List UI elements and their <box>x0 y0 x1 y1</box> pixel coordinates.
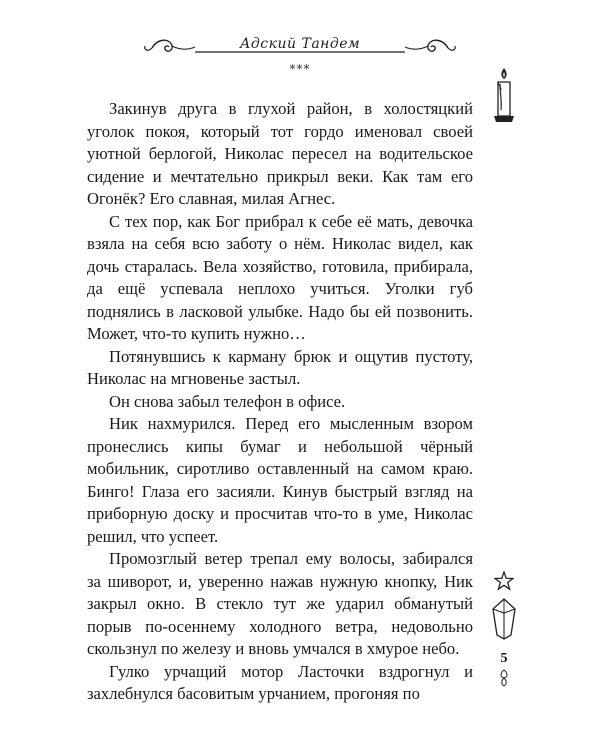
crystal-icon <box>489 597 519 645</box>
paragraph: Потянувшись к карману брюк и ощутив пустоту, Николас на мгновенье застыл. <box>87 346 473 388</box>
paragraph: Гулко урчащий мотор Ласточки вздрогнул и захлебнулся басовитым урчанием, прогоняя по <box>87 661 473 703</box>
paragraph: Закинув друга в глухой район, в холостяцкий уголок покоя, который тот гордо именовал своей уютной берлогой, Николас пересел на водительское сидение и мечтательно прикрыл веки. Как там его Огонёк? Его славная, милая Агнес. <box>87 99 473 208</box>
book-title: Адский Тандем <box>239 36 361 52</box>
candle-icon <box>491 66 517 130</box>
scene-break: *** <box>289 62 311 76</box>
paragraph: Он снова забыл телефон в офисе. <box>109 391 346 411</box>
paragraph: Промозглый ветер трепал ему волосы, забирался за шиворот, и, уверенно нажав нужную кнопку, Ник закрыл окно. В стекло тут же ударил обманутый порыв по-осеннему холодного ветра, недовольно скользнул по железу и вновь умчался в хмурое небо. <box>87 549 473 658</box>
paragraph: С тех пор, как Бог прибрал к себе её мать, девочка взяла на себя всю заботу о нём. Николас видел, как дочь старалась. Вела хозяйство, готовила, прибирала, да ещё успевала неплохо учиться. Уголки губ поднялись в ласковой улыбке. Надо бы ей позвонить. Может, что-то купить нужно… <box>87 211 473 343</box>
paragraph: Ник нахмурился. Перед его мысленным взором пронеслись кипы бумаг и небольшой чёрный мобильник, сиротливо оставленный на самом краю. Бинго! Глаза его засияли. Кинув быстрый взгляд на приборную доску и просчитав что-то в уме, Николас решил, что успеет. <box>87 414 473 546</box>
star-icon <box>494 571 514 595</box>
page-number: 5 <box>500 651 508 666</box>
body-text <box>87 98 473 706</box>
flourish-icon <box>494 669 514 691</box>
